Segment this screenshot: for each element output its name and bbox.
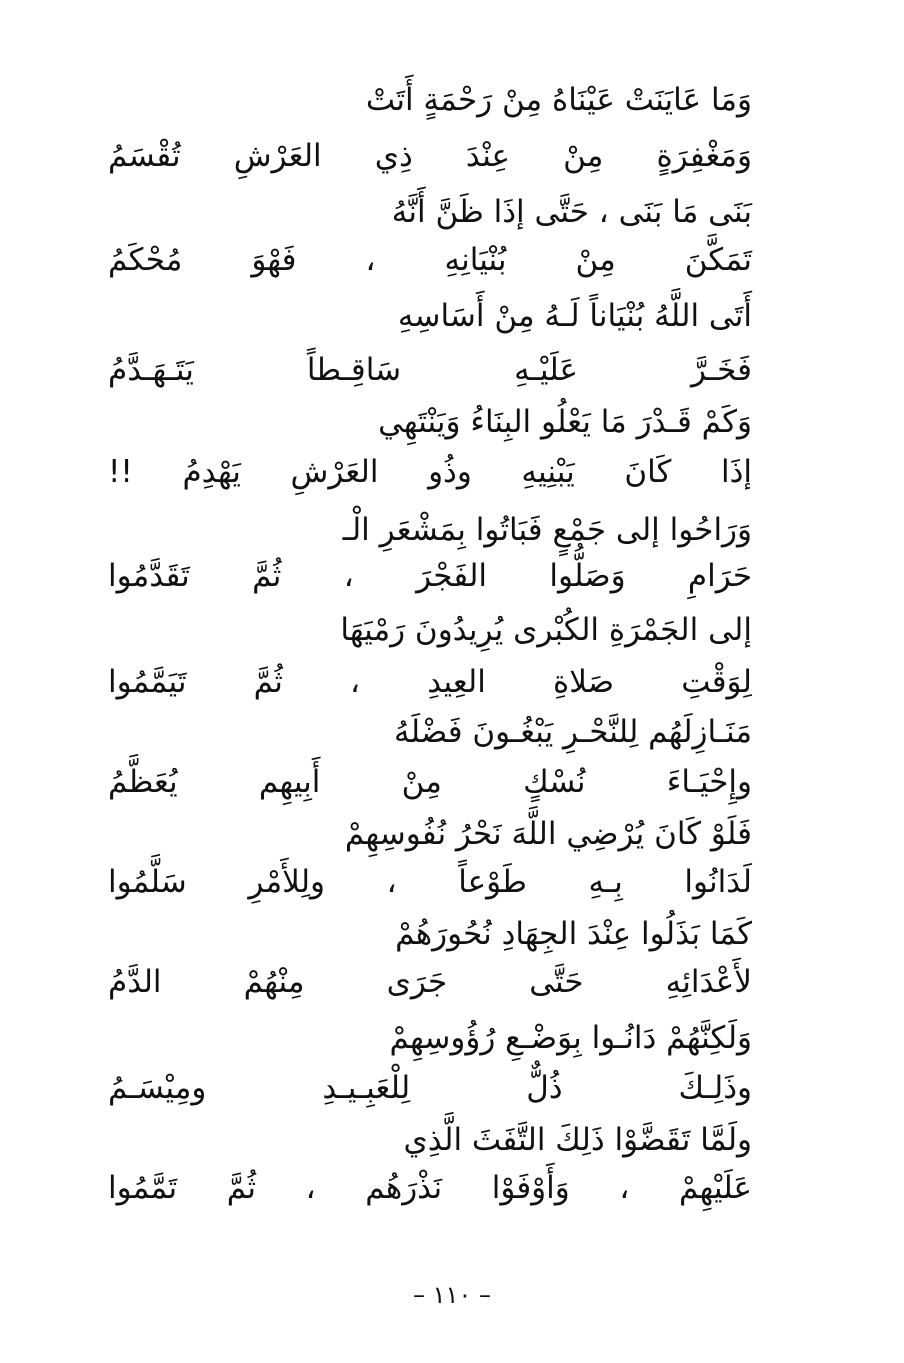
verse-line-18: لأَعْدَائِهِ حَتَّى جَرَى مِنْهُمْ الدَّمُ [108, 964, 752, 1000]
verse-line-20: وذَلِـكَ ذُلٌّ لِلْعَبِـيـدِ ومِيْسَـمُ [108, 1070, 752, 1106]
verse-line-15: فَلَوْ كَانَ يُرْضِي اللَّهَ نَحْرُ نُفُوسِهِمْ [344, 816, 752, 852]
verse-line-8: إذَا كَانَ يَبْنِيهِ وذُو العَرْشِ يَهْدِمُ !! [108, 454, 752, 490]
page-number: – ١١٠ – [413, 1281, 491, 1309]
verse-line-11: إلى الجَمْرَةِ الكُبْرى يُرِيدُونَ رَمْيَهَا [340, 612, 752, 648]
verse-line-6: فَخَـرَّ عَلَيْـهِ سَاقِـطاً يَتَـهَـدَّمُ [108, 352, 752, 388]
verse-line-16: لَدَانُوا بِـهِ طَوْعاً ، ولِلأَمْرِ سَلَّمُوا [108, 864, 752, 900]
verse-line-5: أَتَى اللَّهُ بُنْيَاناً لَـهُ مِنْ أَسَاسِهِ [397, 298, 752, 334]
verse-line-9: وَرَاحُوا إلى جَمْعٍ فَبَاتُوا بِمَشْعَرِ الْـ [342, 512, 752, 548]
verse-line-1: وَمَا عَايَنَتْ عَيْنَاهُ مِنْ رَحْمَةٍ أَتَتْ [365, 82, 752, 118]
verse-line-14: وإِحْيَـاءَ نُسْكٍ مِنْ أَبِيهِم يُعَظَّمُ [108, 764, 752, 800]
verse-line-7: وَكَمْ قَـدْرَ مَا يَعْلُو البِنَاءُ وَيَنْتَهِي [378, 404, 752, 440]
verse-line-13: مَنَـازِلَهُم لِلنَّحْـرِ يَبْغُـونَ فَضْلَهُ [393, 714, 752, 750]
verse-line-21: ولَمَّا تَقَضَّوْا ذَلِكَ التَّفَثَ الَّذِي [403, 1122, 752, 1158]
verse-line-2: وَمَغْفِرَةٍ مِنْ عِنْدَ ذِي العَرْشِ تُقْسَمُ [108, 138, 752, 174]
verse-line-22: عَلَيْهِمْ ، وَأَوْفَوْا نَذْرَهُم ، ثُمَّ تَمَّمُوا [108, 1170, 752, 1206]
verse-line-10: حَرَامِ وَصَلُّوا الفَجْرَ ، ثُمَّ تَقَدَّمُوا [108, 558, 752, 594]
verse-line-3: بَنَى مَا بَنَى ، حَتَّى إذَا ظَنَّ أَنَّهُ [391, 194, 752, 230]
verse-line-17: كَمَا بَذَلُوا عِنْدَ الجِهَادِ نُحُورَهُمْ [395, 916, 752, 952]
verse-line-4: تَمَكَّنَ مِنْ بُنْيَانِهِ ، فَهْوَ مُحْكَمُ [108, 242, 752, 278]
verse-line-12: لِوَقْتِ صَلاةِ العِيدِ ، ثُمَّ تَيَمَّمُوا [108, 664, 752, 700]
verse-line-19: وَلَكِنَّهُمْ دَانُـوا بِوَضْـعِ رُؤُوسِهِمْ [389, 1020, 752, 1056]
